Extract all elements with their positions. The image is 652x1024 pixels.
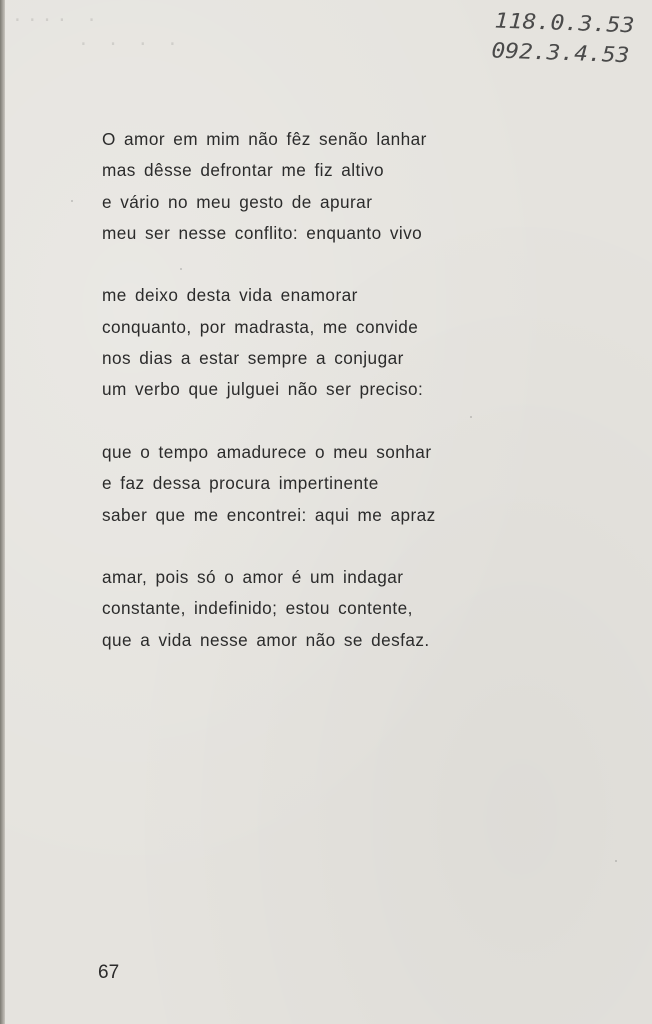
paper-speck: [615, 860, 617, 862]
poem-line: O amor em mim não fêz senão lanhar: [102, 129, 427, 149]
handwritten-note-line-1: 118.0.3.53: [494, 8, 622, 37]
poem-line: meu ser nesse conflito: enquanto vivo: [102, 222, 423, 243]
poem-line: nos dias a estar sempre a conjugar: [102, 348, 404, 369]
stanza: [102, 437, 522, 531]
poem-line: me deixo desta vida enamorar: [102, 285, 358, 306]
poem: [102, 124, 522, 656]
stanza: [102, 562, 522, 656]
bleed-through-text: · · · ·: [78, 34, 182, 55]
paper-speck: [180, 268, 182, 270]
stanza: [102, 124, 522, 249]
poem-line: conquanto, por madrasta, me convide: [102, 316, 419, 337]
paper-speck: [71, 200, 73, 202]
handwritten-catalog-note: [491, 3, 643, 70]
page-number: 67: [98, 962, 120, 983]
stanza: [102, 280, 522, 405]
poem-line: e faz dessa procura impertinente: [102, 473, 379, 494]
poem-line: que a vida nesse amor não se desfaz.: [102, 629, 430, 650]
handwritten-note-line-2: 092.3.4.53: [491, 38, 619, 67]
poem-line: mas dêsse defrontar me fiz altivo: [102, 160, 385, 181]
poem-line: um verbo que julguei não ser preciso:: [102, 379, 424, 400]
binding-edge: [0, 0, 5, 1024]
bleed-through-text: ···· ·: [12, 10, 102, 31]
poem-line: amar, pois só o amor é um indagar: [102, 567, 404, 588]
paper-speck: [470, 416, 472, 418]
poem-line: que o tempo amadurece o meu sonhar: [102, 441, 432, 462]
poem-line: saber que me encontrei: aqui me apraz: [102, 504, 436, 525]
poem-line: constante, indefinido; estou contente,: [102, 598, 413, 619]
poem-line: e vário no meu gesto de apurar: [102, 191, 373, 212]
